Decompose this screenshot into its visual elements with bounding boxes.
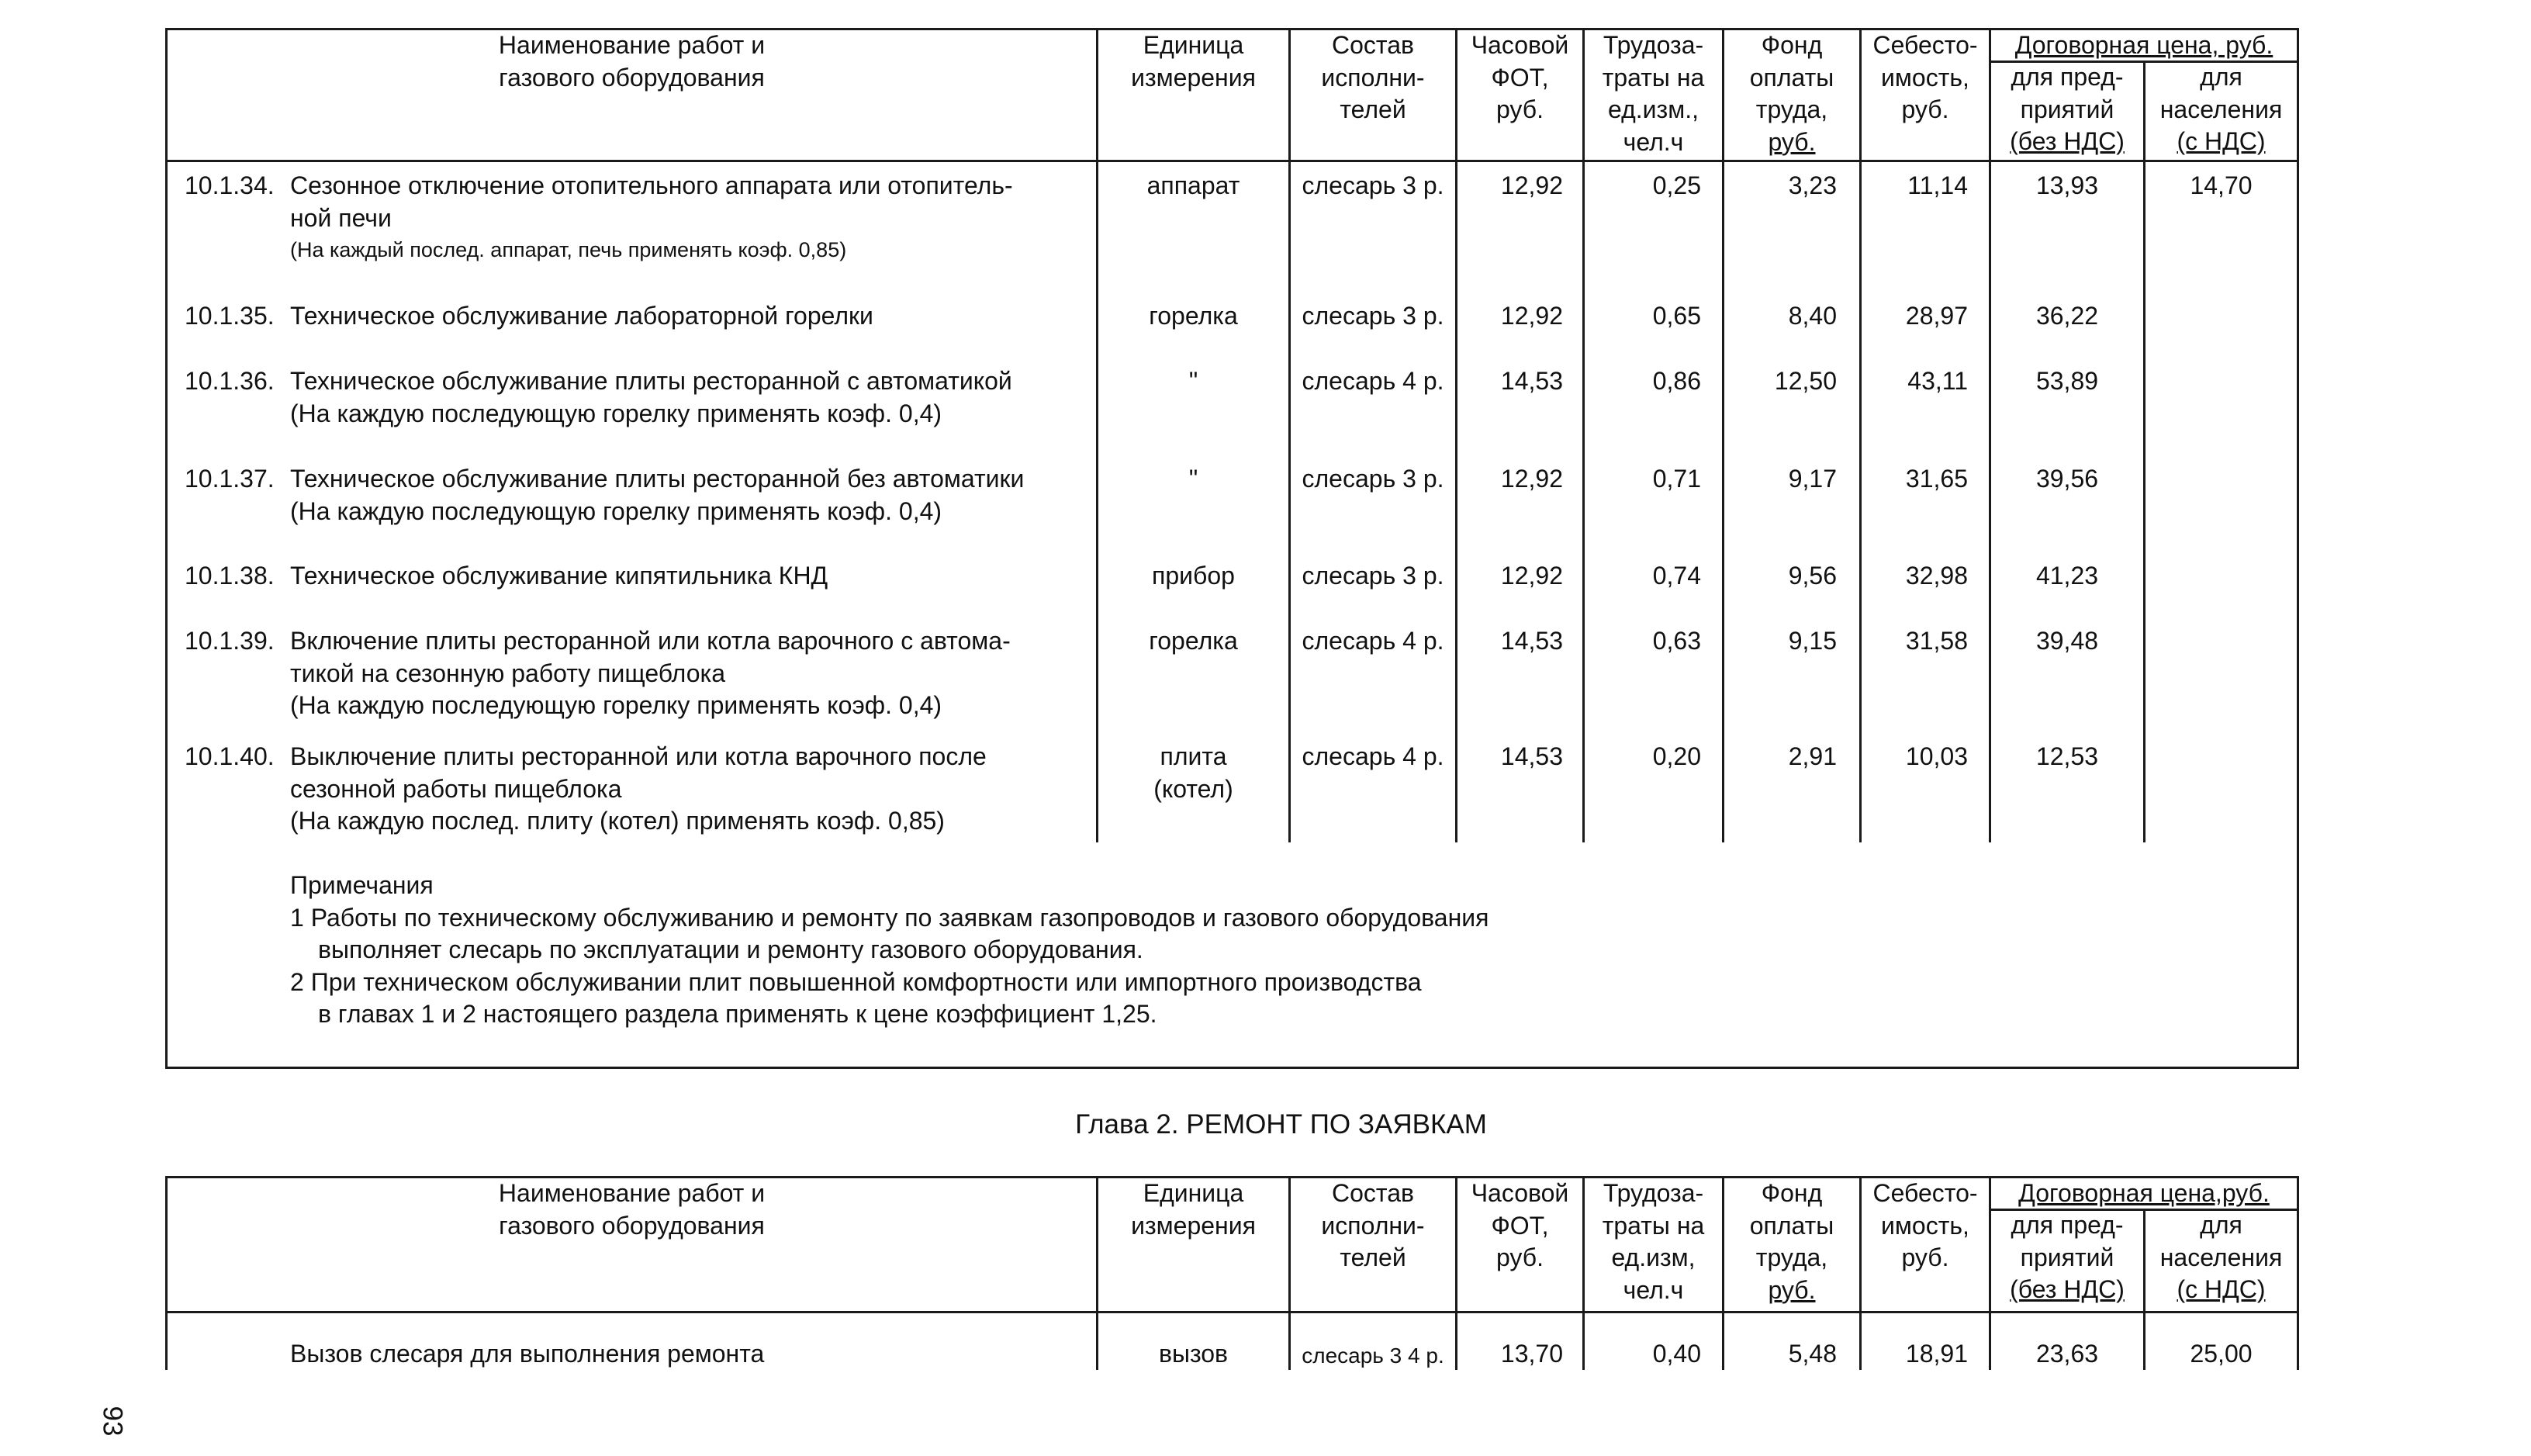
row-description: Вызов слесаря для выполнения ремонта <box>290 1340 765 1368</box>
row-price-enterprises: 36,22 <box>2035 302 2099 330</box>
row-labor: 0,71 <box>1652 465 1701 493</box>
row-labor: 0,74 <box>1652 562 1701 590</box>
row-code: 10.1.39. <box>185 627 275 655</box>
row-price-population: 14,70 <box>2190 171 2253 199</box>
note-line: выполняет слесарь по эксплуатации и ремонту газового оборудования. <box>318 936 1143 963</box>
note-line: в главах 1 и 2 настоящего раздела применять к цене коэффициент 1,25. <box>318 1000 1157 1028</box>
row-staff: слесарь 3 р. <box>1302 465 1444 493</box>
row-cost: 32,98 <box>1905 562 1968 590</box>
header-staff: Состав исполни- телей <box>1321 31 1425 123</box>
row-description: Техническое обслуживание плиты ресторанной без автоматики (На каждую последующую горелку применять коэф. 0,4) <box>290 465 1025 525</box>
row-description: Техническое обслуживание плиты ресторанной с автоматикой (На каждую последующую горелку применять коэф. 0,4) <box>290 367 1012 427</box>
row-staff: слесарь 3 4 р. <box>1302 1344 1444 1368</box>
row-fund: 5,48 <box>1788 1340 1837 1368</box>
row-description: Выключение плиты ресторанной или котла варочного после сезонной работы пищеблока (На каждую послед. плиту (котел) применять коэф. 0,85) <box>290 742 987 835</box>
row-unit: " <box>1188 465 1198 493</box>
row-cost: 28,97 <box>1905 302 1968 330</box>
chapter-title: Глава 2. РЕМОНТ ПО ЗАЯВКАМ <box>1075 1109 1487 1140</box>
row-labor: 0,40 <box>1652 1340 1701 1368</box>
header2-population: для населения (с НДС) <box>2159 1211 2283 1303</box>
row-cost: 31,58 <box>1905 627 1968 655</box>
row-fund: 9,15 <box>1788 627 1837 655</box>
header2-cost: Себесто- имость, руб. <box>1872 1179 1978 1271</box>
header2-unit: Единица измерения <box>1131 1179 1256 1240</box>
col-sep <box>1455 28 1457 842</box>
col-sep <box>1288 28 1291 842</box>
row-code: 10.1.35. <box>185 302 275 330</box>
row-code: 10.1.36. <box>185 367 275 395</box>
row-fot: 14,53 <box>1500 742 1563 770</box>
row-fund: 2,91 <box>1788 742 1837 770</box>
row-price-enterprises: 39,48 <box>2035 627 2099 655</box>
row-price-enterprises: 39,56 <box>2035 465 2099 493</box>
note-line: 2 При техническом обслуживании плит повышенной комфортности или импортного производства <box>290 967 1422 996</box>
notes-title: Примечания <box>290 871 434 899</box>
header-contract: Договорная цена, руб. <box>2014 31 2273 59</box>
header-enterprises: для пред- приятий (без НДС) <box>2010 63 2125 155</box>
row-unit: " <box>1188 367 1198 395</box>
row-fund: 9,56 <box>1788 562 1837 590</box>
row-fund: 3,23 <box>1788 171 1837 199</box>
row-staff: слесарь 3 р. <box>1302 302 1444 330</box>
header-cost: Себесто- имость, руб. <box>1872 31 1978 123</box>
row-fot: 14,53 <box>1500 367 1563 395</box>
row-description: Сезонное отключение отопительного аппарата или отопитель- ной печи (На каждый послед. аппарат, печь применять коэф. 0,85) <box>290 171 1013 261</box>
row-fund: 12,50 <box>1774 367 1837 395</box>
row-unit: вызов <box>1158 1340 1229 1368</box>
row-code: 10.1.34. <box>185 171 275 199</box>
row-price-enterprises: 23,63 <box>2035 1340 2099 1368</box>
row-unit: плита (котел) <box>1153 742 1233 803</box>
row-fot: 12,92 <box>1500 171 1563 199</box>
row-staff: слесарь 4 р. <box>1302 627 1444 655</box>
table1-bottom-border <box>165 1067 2299 1069</box>
row-cost: 31,65 <box>1905 465 1968 493</box>
header2-fot: Часовой ФОТ, руб. <box>1471 1179 1569 1271</box>
header-labor: Трудоза- траты на ед.изм., чел.ч <box>1602 31 1705 156</box>
header-fund: Фонд оплаты труда, руб. <box>1749 31 1834 156</box>
col-sep <box>1096 28 1098 842</box>
row-price-enterprises: 53,89 <box>2035 367 2099 395</box>
row-unit: аппарат <box>1146 171 1240 199</box>
header2-labor: Трудоза- траты на ед.изм, чел.ч <box>1602 1179 1705 1304</box>
row-description: Включение плиты ресторанной или котла варочного с автома- тикой на сезонную работу пищеблока (На каждую последующую горелку применять коэф. 0,4) <box>290 627 1011 719</box>
row-fund: 8,40 <box>1788 302 1837 330</box>
row-cost: 18,91 <box>1905 1340 1968 1368</box>
table1-right-border <box>2297 28 2299 1068</box>
row-unit: горелка <box>1149 302 1238 330</box>
row-price-population: 25,00 <box>2190 1340 2253 1368</box>
row-price-enterprises: 13,93 <box>2035 171 2099 199</box>
row-cost: 10,03 <box>1905 742 1968 770</box>
row-cost: 11,14 <box>1907 171 1968 199</box>
table2-header-bottom <box>165 1311 2299 1313</box>
row-price-enterprises: 41,23 <box>2035 562 2099 590</box>
row-description: Техническое обслуживание кипятильника КНД <box>290 562 828 590</box>
row-labor: 0,63 <box>1652 627 1701 655</box>
header2-name: Наименование работ и газового оборудования <box>498 1179 766 1240</box>
row-cost: 43,11 <box>1907 367 1968 395</box>
row-price-enterprises: 12,53 <box>2035 742 2099 770</box>
row-staff: слесарь 4 р. <box>1302 742 1444 770</box>
row-fot: 12,92 <box>1500 465 1563 493</box>
row-labor: 0,86 <box>1652 367 1701 395</box>
page-number: 93 <box>97 1406 128 1437</box>
header2-contract: Договорная цена,руб. <box>2018 1179 2270 1207</box>
row-fund: 9,17 <box>1788 465 1837 493</box>
table1-header-bottom <box>165 160 2299 162</box>
row-unit: прибор <box>1152 562 1235 590</box>
header2-staff: Состав исполни- телей <box>1321 1179 1425 1271</box>
header-name: Наименование работ и газового оборудования <box>498 31 766 92</box>
note-line: 1 Работы по техническому обслуживанию и ремонту по заявкам газопроводов и газового оборудования <box>290 903 1489 932</box>
notes-block <box>290 870 1489 1031</box>
row-labor: 0,25 <box>1652 171 1701 199</box>
header2-enterprises: для пред- приятий (без НДС) <box>2010 1211 2125 1303</box>
row-unit: горелка <box>1149 627 1238 655</box>
row-fot: 12,92 <box>1500 562 1563 590</box>
row-staff: слесарь 3 р. <box>1302 171 1444 199</box>
row-staff: слесарь 4 р. <box>1302 367 1444 395</box>
col-sep <box>1859 28 1862 842</box>
row-code: 10.1.40. <box>185 742 275 770</box>
row-labor: 0,20 <box>1652 742 1701 770</box>
header2-fund: Фонд оплаты труда, руб. <box>1749 1179 1834 1304</box>
row-description: Техническое обслуживание лабораторной горелки <box>290 302 873 330</box>
row-labor: 0,65 <box>1652 302 1701 330</box>
table2-right-border <box>2297 1176 2299 1370</box>
header-unit: Единица измерения <box>1131 31 1256 92</box>
row-code: 10.1.37. <box>185 465 275 493</box>
row-staff: слесарь 3 р. <box>1302 562 1444 590</box>
row-fot: 14,53 <box>1500 627 1563 655</box>
row-fot: 12,92 <box>1500 302 1563 330</box>
row-code: 10.1.38. <box>185 562 275 590</box>
table1-left-border <box>165 28 168 1068</box>
header-population: для населения (с НДС) <box>2159 63 2283 155</box>
header-fot: Часовой ФОТ, руб. <box>1471 31 1569 123</box>
row-fot: 13,70 <box>1500 1340 1563 1368</box>
